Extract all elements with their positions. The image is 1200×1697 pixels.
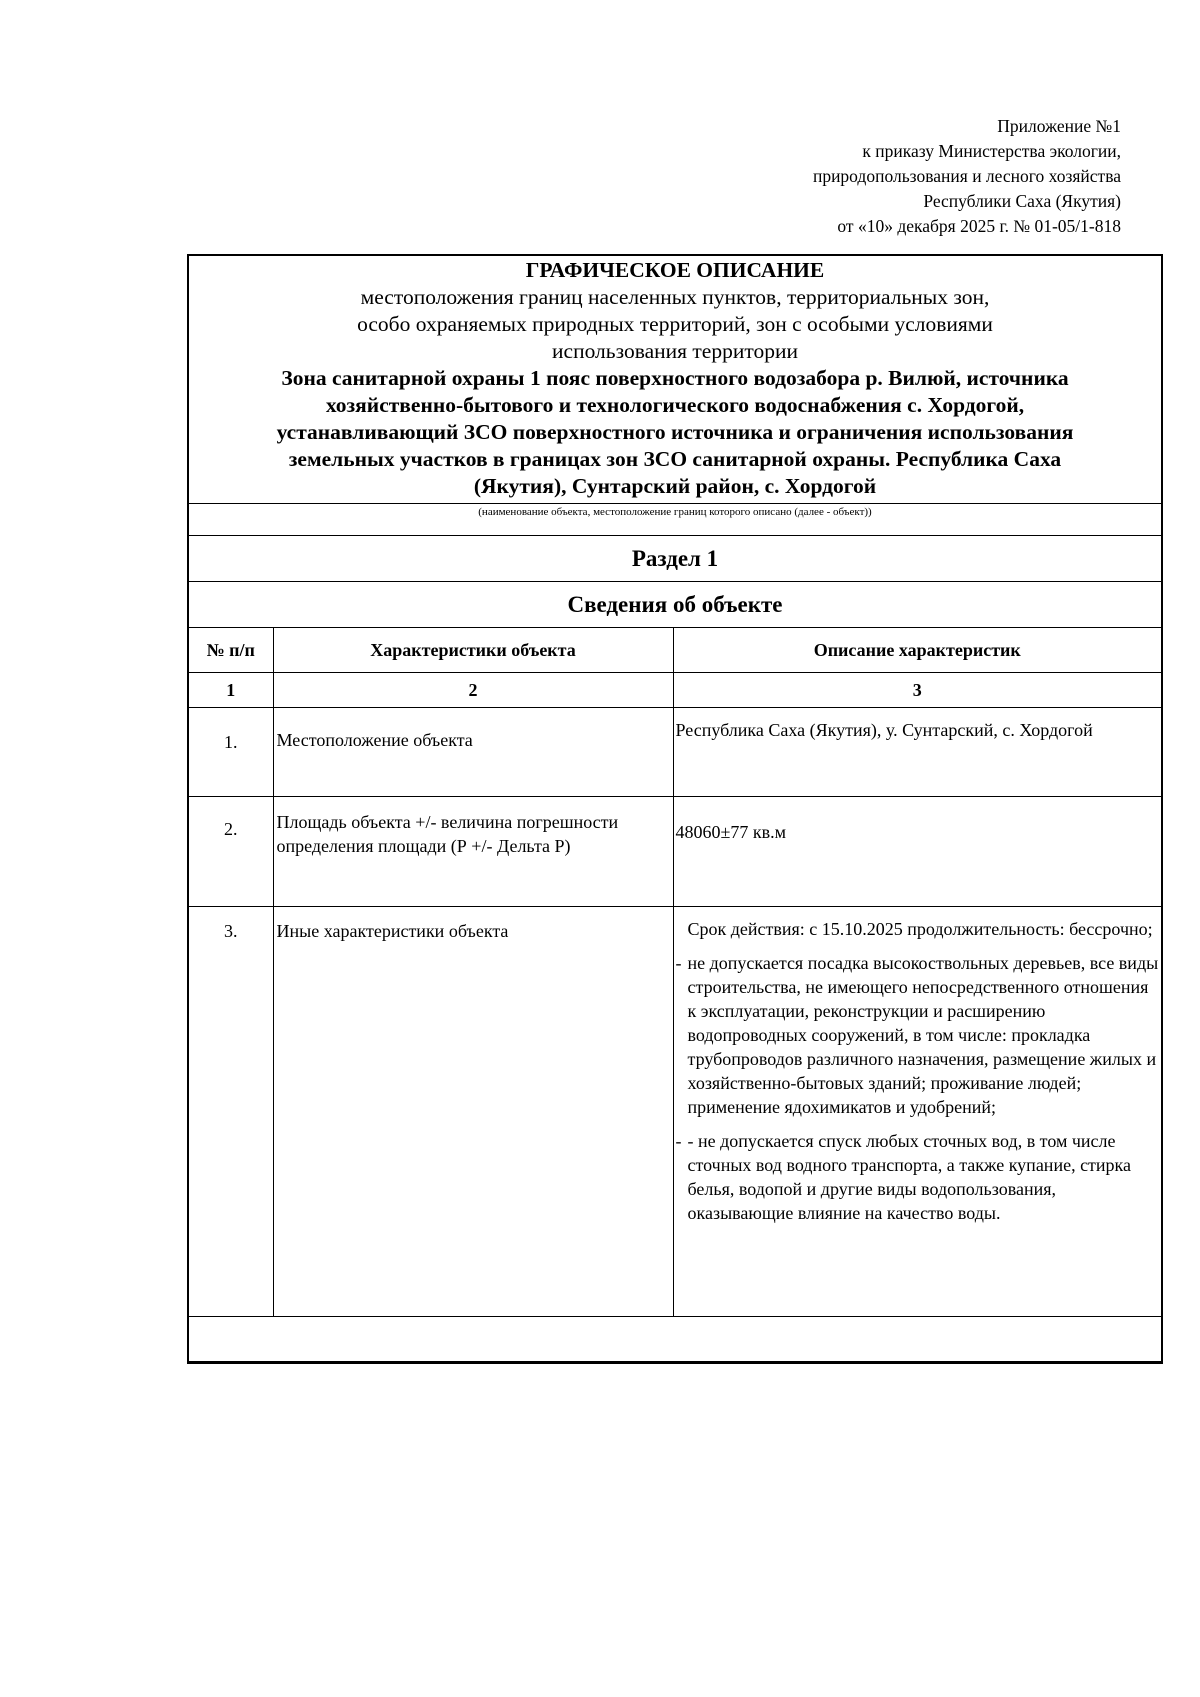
column-header: № п/п xyxy=(189,628,273,673)
row-number: 1. xyxy=(189,708,273,797)
title-block xyxy=(189,256,1161,504)
row-characteristic: Площадь объекта +/- величина погрешности определения площади (Р +/- Дельта Р) xyxy=(273,797,673,907)
empty-footer-row xyxy=(189,1317,1161,1362)
paragraph-text: Срок действия: с 15.10.2025 продолжительность: бессрочно; xyxy=(687,919,1153,939)
description-paragraph xyxy=(676,951,1160,1119)
object-name-line: хозяйственно-бытового и технологического водоснабжения с. Хордогой, xyxy=(325,393,1025,417)
table-row xyxy=(189,708,1161,797)
column-number: 1 xyxy=(189,673,273,708)
subtitle-line: местоположения границ населенных пунктов, территориальных зон, xyxy=(360,285,990,309)
column-header: Описание характеристик xyxy=(673,628,1161,673)
object-info-table xyxy=(189,628,1161,1362)
document-frame xyxy=(187,254,1163,1364)
document-title: ГРАФИЧЕСКОЕ ОПИСАНИЕ xyxy=(525,258,825,282)
paragraph-text: - не допускается спуск любых сточных вод, в том числе сточных вод водного транспорта, а также купание, стирка белья, водопой и другие виды водопользования, оказывающие влияние на качество воды. xyxy=(687,1131,1132,1223)
subtitle-line: особо охраняемых природных территорий, зон с особыми условиями xyxy=(357,312,993,336)
object-name-line: (Якутия), Сунтарский район, с. Хордогой xyxy=(473,474,877,498)
row-characteristic: Местоположение объекта xyxy=(273,708,673,797)
object-name-line: земельных участков в границах зон ЗСО санитарной охраны. Республика Саха xyxy=(288,447,1062,471)
column-number: 3 xyxy=(673,673,1161,708)
table-row xyxy=(189,797,1161,907)
row-characteristic: Иные характеристики объекта xyxy=(273,907,673,1317)
appendix-line: к приказу Министерства экологии, xyxy=(862,141,1121,161)
table-header-row xyxy=(189,628,1161,673)
appendix-line: Приложение №1 xyxy=(997,116,1121,136)
object-caption: (наименование объекта, местоположение границ которого описано (далее - объект)) xyxy=(189,504,1161,536)
column-header: Характеристики объекта xyxy=(273,628,673,673)
appendix-line: от «10» декабря 2025 г. № 01-05/1-818 xyxy=(837,216,1121,236)
column-number: 2 xyxy=(273,673,673,708)
column-number-row xyxy=(189,673,1161,708)
empty-cell xyxy=(189,1317,1161,1362)
appendix-header xyxy=(813,114,1121,239)
subtitle-line: использования территории xyxy=(552,339,798,363)
description-paragraph xyxy=(676,917,1160,941)
row-description: 48060±77 кв.м xyxy=(673,797,1161,907)
appendix-line: Республики Саха (Якутия) xyxy=(923,191,1121,211)
paragraph-dash: - xyxy=(675,1131,682,1151)
object-name-line: Зона санитарной охраны 1 пояс поверхностного водозабора р. Вилюй, источника xyxy=(281,366,1069,390)
paragraph-text: не допускается посадка высокоствольных деревьев, все виды строительства, не имеющего непосредственного отношения к эксплуатации, реконструкции и расширению водопроводных сооружений, в том числе: прокладка трубопроводов различного назначения, размещение жилых и хозяйственно-бытовых зданий; проживание людей; применение ядохимикатов и удобрений; xyxy=(687,953,1159,1117)
object-name-line: устанавливающий ЗСО поверхностного источника и ограничения использования xyxy=(276,420,1074,444)
row-description: Республика Саха (Якутия), у. Сунтарский, с. Хордогой xyxy=(673,708,1161,797)
section-title: Раздел 1 xyxy=(189,536,1161,582)
row-description xyxy=(673,907,1161,1317)
table-row xyxy=(189,907,1161,1317)
section-subtitle: Сведения об объекте xyxy=(189,582,1161,628)
row-number: 2. xyxy=(189,797,273,907)
row-number: 3. xyxy=(189,907,273,1317)
description-paragraph xyxy=(676,1129,1160,1225)
paragraph-dash: - xyxy=(675,953,682,973)
appendix-line: природопользования и лесного хозяйства xyxy=(812,166,1121,186)
